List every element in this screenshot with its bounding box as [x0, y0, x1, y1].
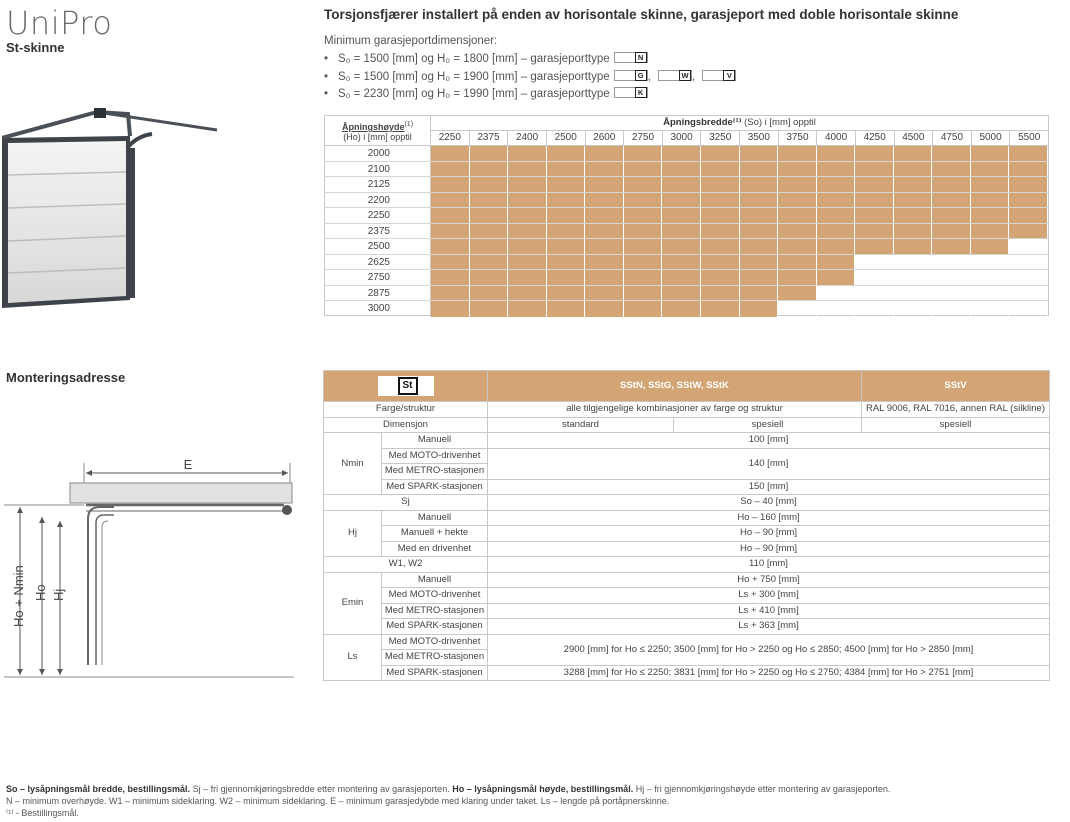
table-row — [325, 286, 1048, 302]
available-cell — [624, 224, 663, 239]
available-cell — [894, 146, 933, 161]
emin-value-metro: Ls + 410 [mm] — [488, 603, 1050, 619]
width-header-cell: 3500 — [740, 131, 779, 145]
footnote-line3: ⁽¹⁾ - Bestillingsmål. — [6, 808, 79, 818]
available-cell — [547, 255, 586, 270]
available-cell — [701, 162, 740, 177]
available-cell — [894, 177, 933, 192]
available-cell — [971, 162, 1010, 177]
available-cell — [662, 286, 701, 301]
available-cell — [740, 301, 779, 317]
available-cell — [547, 162, 586, 177]
width-columns — [431, 131, 1048, 146]
available-cell — [1009, 208, 1048, 223]
w-value: 110 [mm] — [488, 557, 1050, 573]
available-cell — [971, 239, 1010, 254]
door-type-badge: N — [614, 52, 648, 63]
dim-special-a: spesiell — [674, 417, 862, 433]
emin-row-manual: Manuell — [382, 572, 488, 588]
available-cell — [778, 239, 817, 254]
available-cell — [932, 146, 971, 161]
bullet-icon: • — [324, 88, 329, 100]
available-cell — [894, 224, 933, 239]
available-cell — [932, 208, 971, 223]
nmin-label: Nmin — [324, 433, 382, 495]
ls-row-moto: Med MOTO-drivenhet — [382, 634, 488, 650]
dim-special-b: spesiell — [862, 417, 1050, 433]
emin-value-moto: Ls + 300 [mm] — [488, 588, 1050, 604]
ls-value-moto-metro: 2900 [mm] for Ho ≤ 2250; 3500 [mm] for Ho > 2250 og Ho ≤ 2850; 4500 [mm] for Ho > 2850 [mm] — [488, 634, 1050, 665]
emin-row-metro: Med METRO-stasjonen — [382, 603, 488, 619]
section-title: Torsjonsfjærer installert på enden av horisontale skinne, garasjeport med doble horisontale skinne — [324, 7, 959, 22]
available-cell — [817, 146, 856, 161]
available-cell — [508, 270, 547, 285]
available-cell — [817, 224, 856, 239]
footnote-hj: Hj – fri gjennomkjøringshøyde etter montering av garasjeporten. — [633, 784, 891, 794]
available-cell — [585, 301, 624, 317]
available-cell — [662, 193, 701, 208]
available-cell — [740, 162, 779, 177]
unavailable-cell — [971, 255, 1010, 270]
table-row — [325, 208, 1048, 224]
available-cell — [817, 162, 856, 177]
available-cell — [1009, 224, 1048, 239]
unavailable-cell — [855, 301, 894, 317]
available-cell — [701, 286, 740, 301]
available-cell — [508, 239, 547, 254]
width-header-cell: 2400 — [508, 131, 547, 145]
unavailable-cell — [817, 301, 856, 317]
width-header-cell: 3750 — [779, 131, 818, 145]
nmin-row-moto: Med MOTO-drivenhet — [382, 448, 488, 464]
sj-value: So – 40 [mm] — [488, 495, 1050, 511]
available-cell — [508, 193, 547, 208]
ho-nmin-label: Ho + Nmin — [11, 565, 26, 627]
nmin-row-spark: Med SPARK-stasjonen — [382, 479, 488, 495]
ls-row-spark: Med SPARK-stasjonen — [382, 665, 488, 681]
available-cell — [624, 270, 663, 285]
available-cell — [547, 177, 586, 192]
width-header-cell: 4500 — [895, 131, 934, 145]
available-cell — [508, 208, 547, 223]
available-cell — [932, 162, 971, 177]
available-cell — [817, 255, 856, 270]
hj-value-manual: Ho – 160 [mm] — [488, 510, 1050, 526]
width-header-cell: 4000 — [817, 131, 856, 145]
available-cell — [701, 255, 740, 270]
available-cell — [624, 255, 663, 270]
available-cell — [662, 177, 701, 192]
available-cell — [855, 146, 894, 161]
footnote-ho: Ho – lysåpningsmål høyde, bestillingsmål. — [452, 784, 634, 794]
width-header-cell: 5000 — [972, 131, 1011, 145]
available-cell — [817, 193, 856, 208]
unavailable-cell — [855, 255, 894, 270]
available-cell — [585, 239, 624, 254]
row-header: Åpningshøyde$^{(1)}$ (Ho) i [mm] opptil — [325, 116, 431, 146]
width-header-cell: 2375 — [470, 131, 509, 145]
available-cell — [701, 270, 740, 285]
emin-row-moto: Med MOTO-drivenhet — [382, 588, 488, 604]
hj-value-hook: Ho – 90 [mm] — [488, 526, 1050, 542]
available-cell — [547, 146, 586, 161]
available-cell — [778, 162, 817, 177]
unavailable-cell — [971, 286, 1010, 301]
available-cell — [431, 146, 470, 161]
available-cell — [431, 255, 470, 270]
available-cell — [971, 177, 1010, 192]
available-cell — [740, 208, 779, 223]
table-row — [325, 301, 1048, 317]
available-cell — [547, 239, 586, 254]
width-header-cell: 4250 — [856, 131, 895, 145]
height-label: 2375 — [325, 224, 431, 239]
available-cell — [585, 177, 624, 192]
available-cell — [740, 177, 779, 192]
available-cell — [585, 270, 624, 285]
available-cell — [585, 146, 624, 161]
available-cell — [585, 286, 624, 301]
bullet-icon: • — [324, 70, 329, 83]
height-label: 2250 — [325, 208, 431, 223]
available-cell — [701, 208, 740, 223]
table-row — [325, 146, 1048, 162]
available-cell — [855, 193, 894, 208]
available-cell — [701, 177, 740, 192]
available-cell — [778, 270, 817, 285]
available-cell — [470, 177, 509, 192]
available-cell — [662, 270, 701, 285]
available-cell — [547, 208, 586, 223]
available-cell — [662, 208, 701, 223]
emin-value-manual: Ho + 750 [mm] — [488, 572, 1050, 588]
table-row — [325, 270, 1048, 286]
door-type-badge: K — [614, 87, 648, 98]
unavailable-cell — [894, 286, 933, 301]
available-cell — [431, 177, 470, 192]
available-cell — [508, 224, 547, 239]
mounting-diagram — [4, 455, 296, 683]
available-cell — [817, 208, 856, 223]
available-cell — [547, 270, 586, 285]
hj-row-manual: Manuell — [382, 510, 488, 526]
available-cell — [585, 162, 624, 177]
requirement-text: S₀ = 1500 [mm] og H₀ = 1800 [mm] – garasjeporttype — [338, 53, 610, 65]
requirement-item: • S₀ = 1500 [mm] og H₀ = 1900 [mm] – garasjeporttype G , W , V — [324, 69, 736, 87]
table-row — [325, 162, 1048, 178]
size-availability-table — [324, 115, 1049, 316]
requirement-text: S₀ = 1500 [mm] og H₀ = 1900 [mm] – garasjeporttype — [338, 70, 610, 83]
nmin-row-manual: Manuell — [382, 433, 488, 449]
available-cell — [624, 177, 663, 192]
available-cell — [431, 208, 470, 223]
unavailable-cell — [1009, 301, 1048, 317]
st-badge-cell: St — [324, 371, 488, 402]
available-cell — [855, 239, 894, 254]
available-cell — [662, 162, 701, 177]
available-cell — [778, 146, 817, 161]
column-header: Åpningsbredde⁽¹⁾ (So) i [mm] opptil — [431, 116, 1048, 131]
available-cell — [470, 146, 509, 161]
unavailable-cell — [894, 270, 933, 285]
available-cell — [932, 177, 971, 192]
available-cell — [470, 162, 509, 177]
available-cell — [894, 239, 933, 254]
available-cell — [470, 270, 509, 285]
width-header-cell: 3000 — [663, 131, 702, 145]
height-label: 2200 — [325, 193, 431, 208]
height-label: 2500 — [325, 239, 431, 254]
available-cell — [508, 146, 547, 161]
unavailable-cell — [817, 286, 856, 301]
width-header-cell: 2500 — [547, 131, 586, 145]
table-row — [325, 239, 1048, 255]
available-cell — [778, 177, 817, 192]
width-header-cell: 5500 — [1018, 132, 1041, 143]
available-cell — [701, 193, 740, 208]
available-cell — [585, 224, 624, 239]
available-cell — [431, 301, 470, 317]
bullet-icon: • — [324, 53, 329, 65]
nmin-value-moto-metro: 140 [mm] — [488, 448, 1050, 479]
available-cell — [855, 224, 894, 239]
garage-door-illustration — [2, 108, 220, 318]
footnote-sj: Sj – fri gjennomkjøringsbredde etter montering av garasjeporten. — [190, 784, 453, 794]
available-cell — [431, 239, 470, 254]
dim-standard: standard — [488, 417, 674, 433]
footnote-line2: N – minimum overhøyde. W1 – minimum sideklaring. W2 – minimum sideklaring. E – minimum garasjedybde med klaring under taket. Ls – lengde på portåpnerskinne. — [6, 796, 670, 806]
available-cell — [624, 193, 663, 208]
available-cell — [855, 177, 894, 192]
available-cell — [547, 301, 586, 317]
dim-label: Dimensjon — [324, 417, 488, 433]
available-cell — [547, 193, 586, 208]
unavailable-cell — [932, 270, 971, 285]
available-cell — [932, 239, 971, 254]
available-cell — [431, 162, 470, 177]
available-cell — [1009, 162, 1048, 177]
height-label: 2875 — [325, 286, 431, 301]
brand-logo: UniPro — [6, 4, 113, 42]
height-label: 2750 — [325, 270, 431, 285]
available-cell — [855, 208, 894, 223]
available-cell — [932, 193, 971, 208]
available-cell — [1009, 146, 1048, 161]
available-cell — [547, 286, 586, 301]
available-cell — [547, 224, 586, 239]
farge-col2: RAL 9006, RAL 7016, annen RAL (silkline) — [862, 402, 1050, 418]
unavailable-cell — [894, 255, 933, 270]
width-header-cell: 3250 — [701, 131, 740, 145]
unavailable-cell — [932, 286, 971, 301]
table-row — [325, 255, 1048, 271]
width-header-cell: 4750 — [933, 131, 972, 145]
available-cell — [778, 208, 817, 223]
available-cell — [470, 286, 509, 301]
available-cell — [624, 239, 663, 254]
available-cell — [470, 224, 509, 239]
available-cell — [431, 286, 470, 301]
available-cell — [1009, 193, 1048, 208]
available-cell — [431, 193, 470, 208]
available-cell — [662, 301, 701, 317]
available-cell — [508, 301, 547, 317]
ho-label: Ho — [33, 584, 48, 601]
emin-value-spark: Ls + 363 [mm] — [488, 619, 1050, 635]
available-cell — [470, 301, 509, 317]
table-row — [325, 224, 1048, 240]
header-col1: SStN, SStG, SStW, SStK — [488, 371, 862, 402]
available-cell — [624, 301, 663, 317]
height-label: 2000 — [325, 146, 431, 161]
available-cell — [740, 146, 779, 161]
available-cell — [662, 255, 701, 270]
available-cell — [624, 208, 663, 223]
available-cell — [740, 193, 779, 208]
available-cell — [624, 286, 663, 301]
width-header-cell: 2250 — [431, 131, 470, 145]
hj-label-cell: Hj — [324, 510, 382, 557]
requirement-item — [324, 86, 736, 104]
available-cell — [585, 193, 624, 208]
available-cell — [817, 239, 856, 254]
ls-label: Ls — [324, 634, 382, 681]
available-cell — [508, 255, 547, 270]
available-cell — [585, 208, 624, 223]
e-label: E — [183, 457, 193, 472]
available-cell — [971, 224, 1010, 239]
mounting-spec-table — [323, 370, 1050, 681]
footnote-so: So – lysåpningsmål bredde, bestillingsmål. — [6, 784, 191, 794]
requirements-list — [324, 51, 736, 104]
available-cell — [740, 255, 779, 270]
height-label: 2625 — [325, 255, 431, 270]
door-type-badge: G — [614, 70, 648, 81]
farge-label: Farge/struktur — [324, 402, 488, 418]
header-col2: SStV — [862, 371, 1050, 402]
available-cell — [817, 270, 856, 285]
width-header-cell: 2750 — [624, 131, 663, 145]
available-cell — [778, 255, 817, 270]
available-cell — [894, 193, 933, 208]
min-dimensions-label: Minimum garasjeportdimensjoner: — [324, 35, 498, 47]
product-subtitle: St-skinne — [6, 40, 65, 55]
requirement-item — [324, 51, 736, 69]
unavailable-cell — [932, 301, 971, 317]
table-row — [325, 193, 1048, 209]
available-cell — [701, 301, 740, 317]
available-cell — [701, 146, 740, 161]
ls-row-metro: Med METRO-stasjonen — [382, 650, 488, 666]
available-cell — [662, 239, 701, 254]
width-header-cell: 2600 — [586, 131, 625, 145]
available-cell — [855, 162, 894, 177]
height-label: 3000 — [325, 301, 431, 317]
sj-label: Sj — [324, 495, 488, 511]
unavailable-cell — [1009, 270, 1048, 285]
unavailable-cell — [1009, 286, 1048, 301]
available-cell — [662, 224, 701, 239]
available-cell — [431, 270, 470, 285]
available-cell — [778, 193, 817, 208]
available-cell — [508, 286, 547, 301]
unavailable-cell — [971, 301, 1010, 317]
available-cell — [740, 286, 779, 301]
available-cell — [817, 177, 856, 192]
nmin-value-manual: 100 [mm] — [488, 433, 1050, 449]
available-cell — [971, 146, 1010, 161]
available-cell — [971, 208, 1010, 223]
nmin-row-metro: Med METRO-stasjonen — [382, 464, 488, 480]
mount-section-title: Monteringsadresse — [6, 370, 126, 385]
hj-value-drive: Ho – 90 [mm] — [488, 541, 1050, 557]
available-cell — [508, 162, 547, 177]
door-type-badge: V — [702, 70, 736, 81]
hj-row-drive: Med en drivenhet — [382, 541, 488, 557]
w-label: W1, W2 — [324, 557, 488, 573]
available-cell — [778, 224, 817, 239]
available-cell — [624, 162, 663, 177]
unavailable-cell — [1009, 239, 1048, 254]
ls-value-spark: 3288 [mm] for Ho ≤ 2250; 3831 [mm] for Ho > 2250 og Ho ≤ 2750; 4384 [mm] for Ho > 2751 [mm] — [488, 665, 1050, 681]
available-cell — [894, 162, 933, 177]
available-cell — [585, 255, 624, 270]
hj-row-hook: Manuell + hekte — [382, 526, 488, 542]
available-cell — [508, 177, 547, 192]
farge-col1: alle tilgjengelige kombinasjoner av farge og struktur — [488, 402, 862, 418]
unavailable-cell — [855, 286, 894, 301]
height-label: 2100 — [325, 162, 431, 177]
available-cell — [932, 224, 971, 239]
unavailable-cell — [932, 255, 971, 270]
door-type-badge: W — [658, 70, 692, 81]
available-cell — [624, 146, 663, 161]
available-cell — [662, 146, 701, 161]
emin-label: Emin — [324, 572, 382, 634]
available-cell — [470, 255, 509, 270]
available-cell — [470, 193, 509, 208]
requirement-text: S₀ = 2230 [mm] og H₀ = 1990 [mm] – garasjeporttype — [338, 88, 610, 100]
available-cell — [470, 239, 509, 254]
table-row — [325, 177, 1048, 193]
height-rows — [325, 146, 1048, 315]
available-cell — [740, 270, 779, 285]
available-cell — [470, 208, 509, 223]
available-cell — [778, 286, 817, 301]
available-cell — [971, 193, 1010, 208]
unavailable-cell — [855, 270, 894, 285]
unavailable-cell — [894, 301, 933, 317]
emin-row-spark: Med SPARK-stasjonen — [382, 619, 488, 635]
available-cell — [701, 224, 740, 239]
footnotes — [6, 783, 1066, 819]
available-cell — [431, 224, 470, 239]
hj-label: Hj — [51, 588, 66, 601]
available-cell — [894, 208, 933, 223]
available-cell — [1009, 177, 1048, 192]
nmin-value-spark: 150 [mm] — [488, 479, 1050, 495]
unavailable-cell — [1009, 255, 1048, 270]
available-cell — [740, 224, 779, 239]
available-cell — [740, 239, 779, 254]
height-label: 2125 — [325, 177, 431, 192]
available-cell — [701, 239, 740, 254]
unavailable-cell — [778, 301, 817, 317]
unavailable-cell — [971, 270, 1010, 285]
